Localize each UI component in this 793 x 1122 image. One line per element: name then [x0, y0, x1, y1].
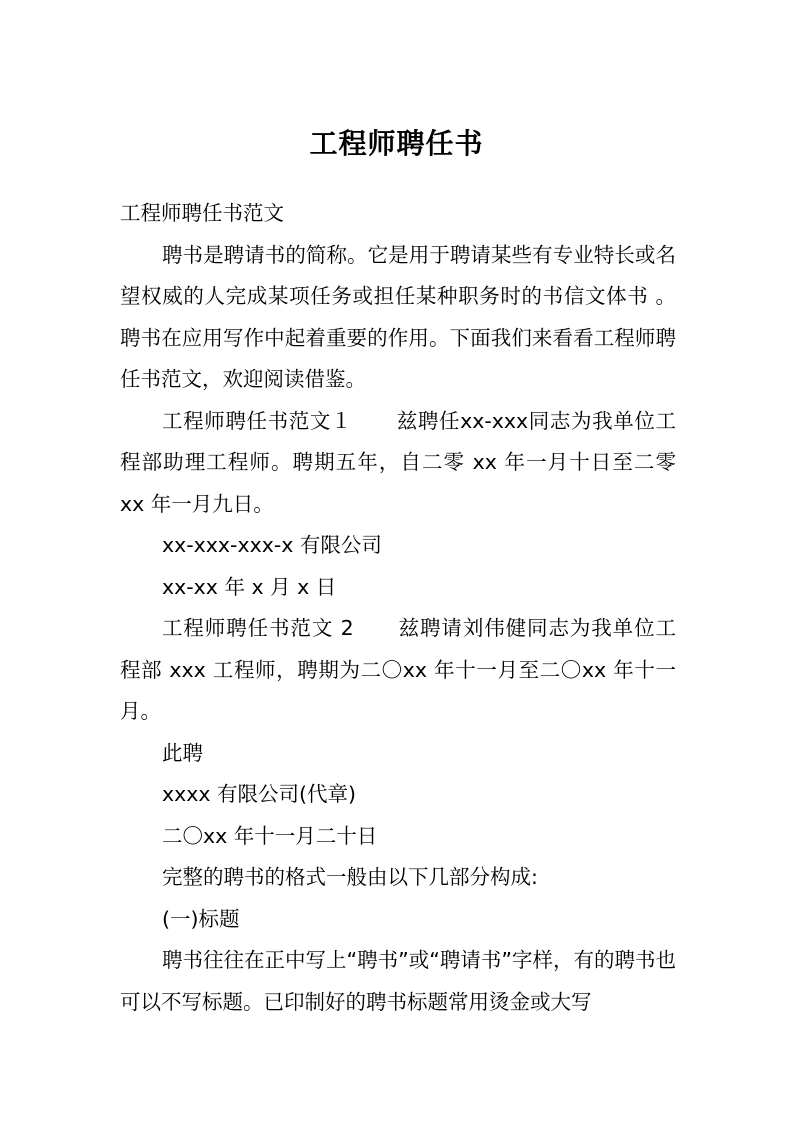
- document-body: [120, 193, 676, 1023]
- paragraph-subtitle: 工程师聘任书范文: [120, 201, 284, 225]
- sample-2-heading: 工程师聘任书范文 2: [162, 616, 354, 640]
- paragraph-company-2: xxxx 有限公司(代章): [162, 782, 357, 806]
- paragraph-section-heading: (一)标题: [162, 906, 240, 931]
- paragraph-title-description: 聘书往往在正中写上“聘书”或“聘请书”字样，有的聘书也可以不写标题。已印制好的聘书标题常用烫金或大写: [120, 948, 676, 1014]
- paragraph-date-1: xx-xx 年 x 月 x 日: [162, 574, 337, 599]
- paragraph-date-2: 二〇xx 年十一月二十日: [162, 823, 378, 848]
- paragraph-sample-2: [120, 608, 676, 733]
- document-title: 工程师聘任书: [309, 127, 484, 160]
- paragraph-intro: 聘书是聘请书的简称。它是用于聘请某些有专业特长或名望权威的人完成某项任务或担任某种职务时的书信文体书 。聘书在应用写作中起着重要的作用。下面我们来看看工程师聘任书范文，欢迎阅读借鉴。: [120, 242, 676, 391]
- paragraph-closing: 此聘: [162, 740, 203, 765]
- sample-1-heading: 工程师聘任书范文１: [162, 408, 353, 433]
- paragraph-company-1: xx-xxx-xxx-x 有限公司: [162, 533, 382, 557]
- sample-1-content: 兹聘任xx-xxx同志为我单位工程部助理工程师。聘期五年，自二零 xx 年一月十日至二零 xx 年一月九日。: [120, 408, 677, 516]
- paragraph-format-intro: 完整的聘书的格式一般由以下几部分构成:: [162, 865, 538, 889]
- sample-2-content: 兹聘请刘伟健同志为我单位工程部 xxx 工程师，聘期为二〇xx 年十一月至二〇xx 年十一月。: [120, 616, 676, 723]
- paragraph-sample-1: [120, 401, 676, 526]
